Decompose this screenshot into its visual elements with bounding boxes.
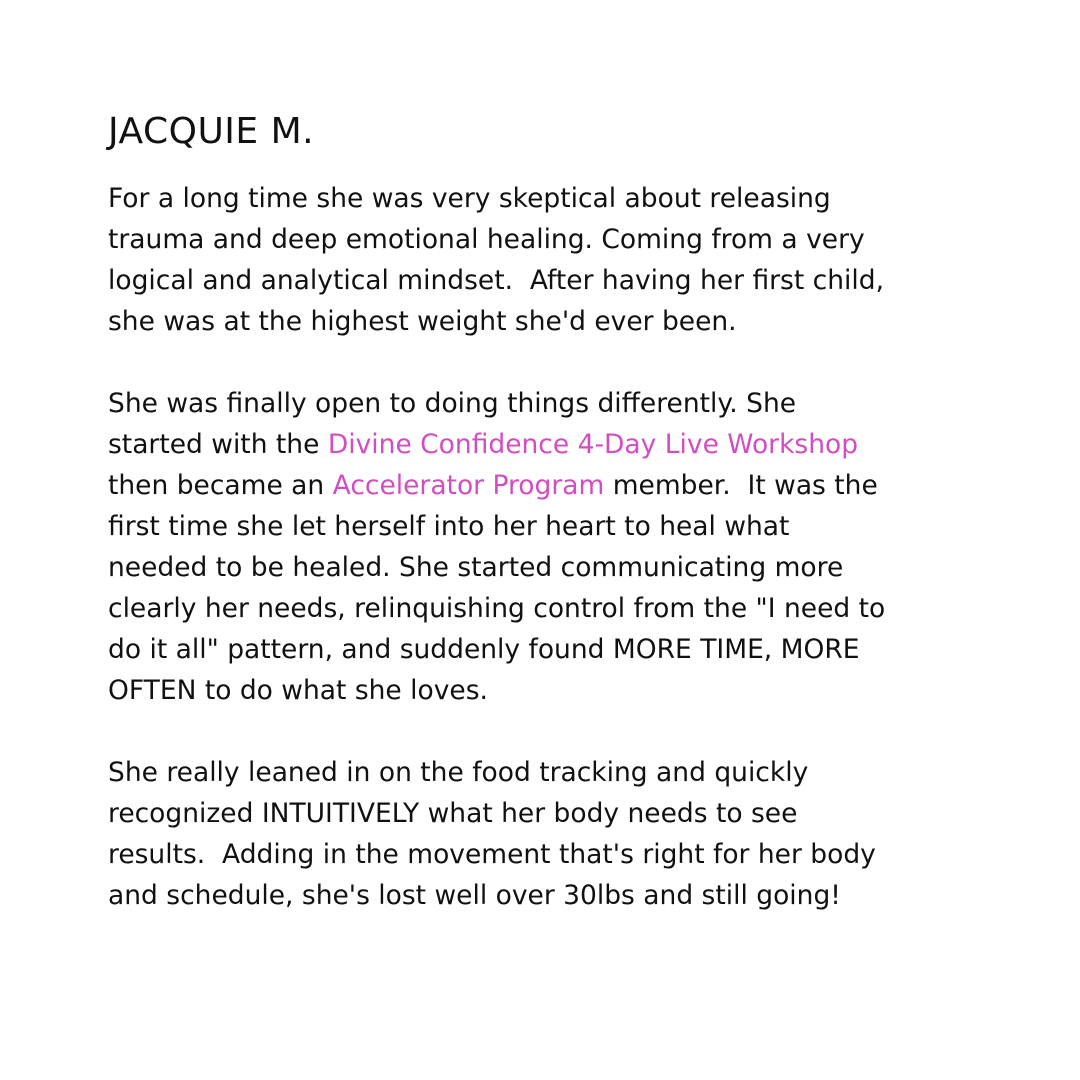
paragraph-3-line: and schedule, she's lost well over 30lbs and still going! bbox=[108, 880, 841, 911]
paragraph-2-text: started with the bbox=[108, 429, 328, 460]
paragraph-2-text: member. It was the bbox=[604, 470, 878, 501]
paragraph-2-line: first time she let herself into her heart to heal what bbox=[108, 511, 790, 542]
paragraph-1-line: trauma and deep emotional healing. Coming from a very bbox=[108, 224, 865, 255]
paragraph-1-line: logical and analytical mindset. After having her first child, bbox=[108, 265, 885, 296]
paragraph-3-line: She really leaned in on the food tracking and quickly bbox=[108, 757, 809, 788]
paragraph-1-line: For a long time she was very skeptical about releasing bbox=[108, 183, 831, 214]
paragraph-2-line bbox=[108, 424, 988, 465]
paragraph-3-line: results. Adding in the movement that's right for her body bbox=[108, 839, 876, 870]
paragraph-2-line: OFTEN to do what she loves. bbox=[108, 675, 488, 706]
paragraph-spacer bbox=[108, 711, 988, 752]
paragraph-1-line: she was at the highest weight she'd ever been. bbox=[108, 306, 737, 337]
paragraph-2-line: needed to be healed. She started communicating more bbox=[108, 552, 844, 583]
testimonial-name: JACQUIE M. bbox=[108, 111, 315, 152]
paragraph-2-line: clearly her needs, relinquishing control from the "I need to bbox=[108, 593, 886, 624]
testimonial-card bbox=[108, 108, 988, 916]
paragraph-3-line: recognized INTUITIVELY what her body needs to see bbox=[108, 798, 798, 829]
workshop-link[interactable]: Divine Confidence 4-Day Live Workshop bbox=[327, 429, 859, 460]
paragraph-spacer bbox=[108, 342, 988, 383]
paragraph-2-line: do it all" pattern, and suddenly found MORE TIME, MORE bbox=[108, 634, 860, 665]
paragraph-2-line: She was finally open to doing things differently. She bbox=[108, 388, 797, 419]
accelerator-program-link[interactable]: Accelerator Program bbox=[332, 470, 605, 501]
paragraph-2-text: then became an bbox=[108, 470, 333, 501]
paragraph-3 bbox=[108, 752, 988, 916]
paragraph-2 bbox=[108, 383, 988, 711]
paragraph-2-line bbox=[108, 465, 988, 506]
paragraph-1 bbox=[108, 178, 988, 342]
